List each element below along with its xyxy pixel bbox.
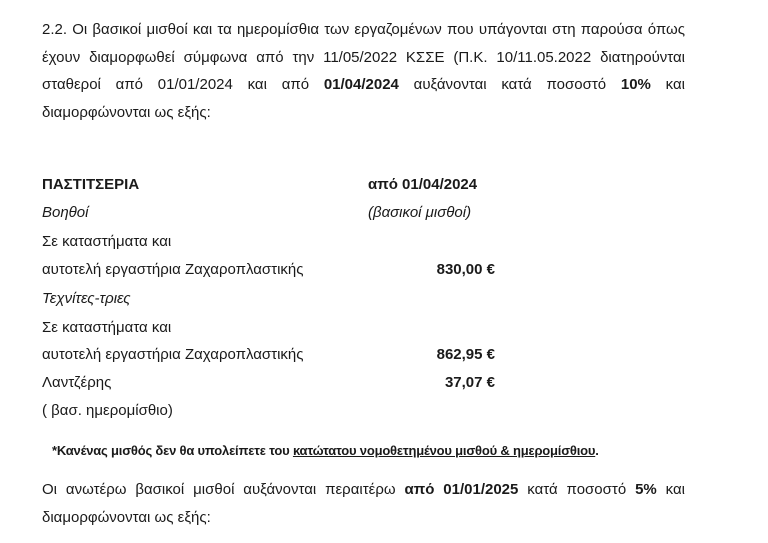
salary-amount: 862,95 € <box>436 346 495 363</box>
intro-paragraph <box>42 16 685 126</box>
intro-date: 01/04/2024 <box>323 76 399 93</box>
note-underlined: κατώτατου νομοθετημένου μισθού & ημερομίσθιου <box>292 443 596 458</box>
dishwasher-label: Λαντζέρης <box>42 374 112 391</box>
category-helpers <box>42 203 89 223</box>
intro-text-2: αυξάνονται κατά ποσοστό <box>398 76 621 93</box>
category-technicians <box>42 289 131 309</box>
basic-salaries-text: (βασικοί μισθοί) <box>368 204 472 221</box>
note-text: *Κανένας μισθός δεν θα υπολείπετε του <box>52 443 293 458</box>
daily-wage-note: ( βασ. ημερομίσθιο) <box>42 402 173 419</box>
outro-text: Οι ανωτέρω βασικοί μισθοί αυξάνονται περαιτέρω <box>42 481 405 498</box>
effective-date-header: από 01/04/2024 <box>368 176 478 193</box>
outro-text-2: κατά ποσοστό <box>518 481 636 498</box>
minimum-wage-note <box>52 443 599 458</box>
intro-percent: 10% <box>620 76 651 93</box>
category-label: Βοηθοί <box>42 204 89 221</box>
salary-amount: 830,00 € <box>436 261 495 278</box>
outro-percent: 5% <box>635 481 657 498</box>
section-heading: ΠΑΣΤΙΤΣΕΡΙΑ <box>42 176 140 193</box>
outro-paragraph <box>42 476 685 531</box>
daily-wage-amount: 37,07 € <box>444 374 495 391</box>
note-suffix: . <box>595 443 599 458</box>
intro-text-3: και διαμορφώνονται ως εξής: <box>42 76 685 121</box>
row-label-line1: Σε καταστήματα και <box>42 233 172 250</box>
category-label: Τεχνίτες-τριες <box>42 290 131 307</box>
outro-date: από 01/01/2025 <box>404 481 519 498</box>
row-label-line1: Σε καταστήματα και <box>42 319 172 336</box>
row-label-line2: αυτοτελή εργαστήρια Ζαχαροπλαστικής <box>42 261 304 278</box>
intro-text: 2.2. Οι βασικοί μισθοί και τα ημερομίσθια των εργαζομένων που υπάγονται στη παρούσα όπως έχουν διαμορφωθεί σύμφωνα από την 11/05/2022 ΚΣΣΕ (Π.Κ. 10/11.05.2022 διατηρούνται σταθεροί από 01/01/2024 και από <box>42 21 685 93</box>
basic-salaries-label <box>368 203 471 223</box>
row-label-line2: αυτοτελή εργαστήρια Ζαχαροπλαστικής <box>42 346 304 363</box>
outro-text-3: και διαμορφώνονται ως εξής: <box>42 481 686 526</box>
